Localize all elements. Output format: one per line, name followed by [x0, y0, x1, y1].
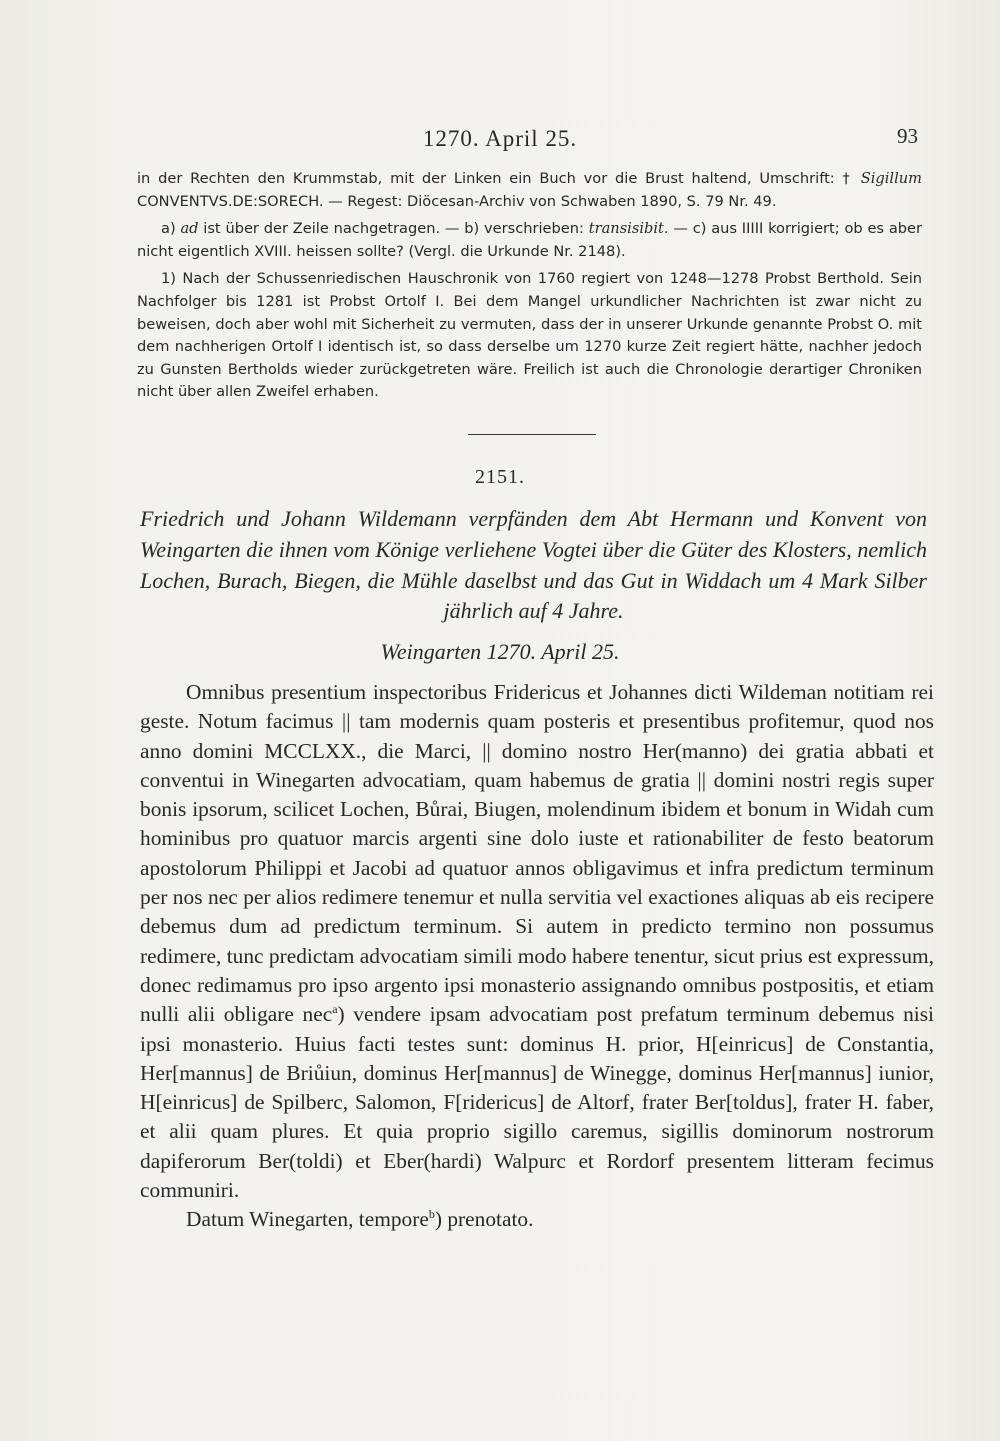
footnote-1: 1) Nach der Schussenriedischen Hauschronik von 1760 regiert von 1248—1278 Probst Berthold. Sein Nachfolger bis 1281 ist Probst Ortolf I. Bei dem Mangel urkundlicher Nachrichten ist zwar nicht zu beweisen, doch aber wohl mit Sicherheit zu vermuten, dass der in unserer Urkunde genannte Probst O. mit dem nachherigen Ortolf I identisch ist, so dass derselbe um 1270 kurze Zeit regiert hätte, nachher jedoch zu Gunsten Bertholds wieder zurückgetreten wäre. Freilich ist auch die Chronologie derartiger Chroniken nicht über allen Zweifel erhaben. [137, 270, 922, 401]
seal-description-rest: CONVENTVS.DE:SORECH. — Regest: Diöcesan-Archiv von Schwaben 1890, S. 79 Nr. 49. [137, 192, 777, 210]
seal-legend-word: Sigillum [860, 170, 922, 187]
footnote-a-marker: a [332, 1002, 338, 1017]
seal-description-text: in der Rechten den Krummstab, mit der Linken ein Buch vor die Brust haltend, Umschrift: † [137, 170, 861, 187]
datum-text: Datum Winegarten, tempore [186, 1207, 429, 1232]
running-head-date: 1270. April 25. [422, 126, 578, 151]
footnote-b-marker: b [428, 1207, 435, 1222]
page-number: 93 [897, 124, 918, 148]
charter-text-part1: Omnibus presentium inspectoribus Fridericus et Johannes dicti Wildeman notitiam rei geste. Notum facimus || tam modernis quam posteris et presentibus profitemur, quod nos anno domini MCCLXX., die Marci, || domino nostro Her(manno) dei gratia abbati et conventui in Winegarten advocatiam, quam habemus de gratia || domini nostri regis super bonis ipsorum, scilicet Lochen, Bůrai, Biugen, molendinum ibidem et bonum in Widah cum hominibus pro quatuor marcis argenti sine dolo iuste et rationabiliter de festo beatorum apostolorum Philippi et Jacobi ad quatuor annos obligavimus et infra predictum terminum per nos nec per alios redimere tenemur et nulla servitia vel exactiones aliquas ab eis recipere debemus dum ad predictum terminum. Si autem in predicto termino non possumus redimere, tunc predictam advocatiam simili modo habere tenentur, sicut prius est expressum, donec redimamus pro ipso argento ipsi monasterio assignando omnibus postpositis, et etiam nulli alii obligare nec [140, 680, 934, 1027]
preceding-notes [137, 168, 922, 409]
note-c-text: . — c) aus IIIII korrigiert; ob es aber nicht eigentlich XVIII. heissen sollte? (Vergl. die Urkunde Nr. 2148). [137, 220, 923, 260]
note-a-label: a) [161, 220, 181, 238]
document-regest: Friedrich und Johann Wildemann verpfänden dem Abt Hermann und Konvent von Weingarten die ihnen vom Könige verliehene Vogtei über die Güter des Klosters, nemlich Lochen, Burach, Biegen, die Mühle daselbst und das Gut in Widdach um 4 Mark Silber jährlich auf 4 Jahre. [140, 506, 927, 624]
datum-line [140, 1205, 934, 1234]
place-and-date: Weingarten 1270. April 25. [380, 639, 620, 664]
document-number: 2151. [475, 466, 525, 488]
note-a-term: ad [180, 220, 199, 238]
running-head [0, 122, 1000, 158]
seal-description [137, 168, 922, 213]
datum-end: ) prenotato. [434, 1207, 534, 1232]
section-divider [468, 434, 596, 435]
note-b-term: transisibit [588, 220, 664, 238]
note-a-text: ist über der Zeile nachgetragen. — b) verschrieben: [198, 220, 589, 238]
charter-text [140, 678, 934, 1235]
text-critical-notes [137, 218, 922, 263]
charter-text-part2: ) vendere ipsam advocatiam post prefatum terminum debemus nisi ipsi monasterio. Huius facti testes sunt: dominus H. prior, H[einricus] de Constantia, Her[mannus] de Briůiun, dominus Her[mannus] de Winegge, dominus Her[mannus] iunior, H[einricus] de Spilberc, Salomon, F[ridericus] de Altorf, frater Ber[toldus], frater H. faber, et alii quam plures. Et quia proprio sigillo caremus, sigillis dominorum nostrorum dapiferorum Ber(toldi) et Eber(hardi) Walpurc et Rordorf presentem litteram fecimus communiri. [140, 1002, 934, 1203]
charter-paragraph [140, 678, 934, 1205]
